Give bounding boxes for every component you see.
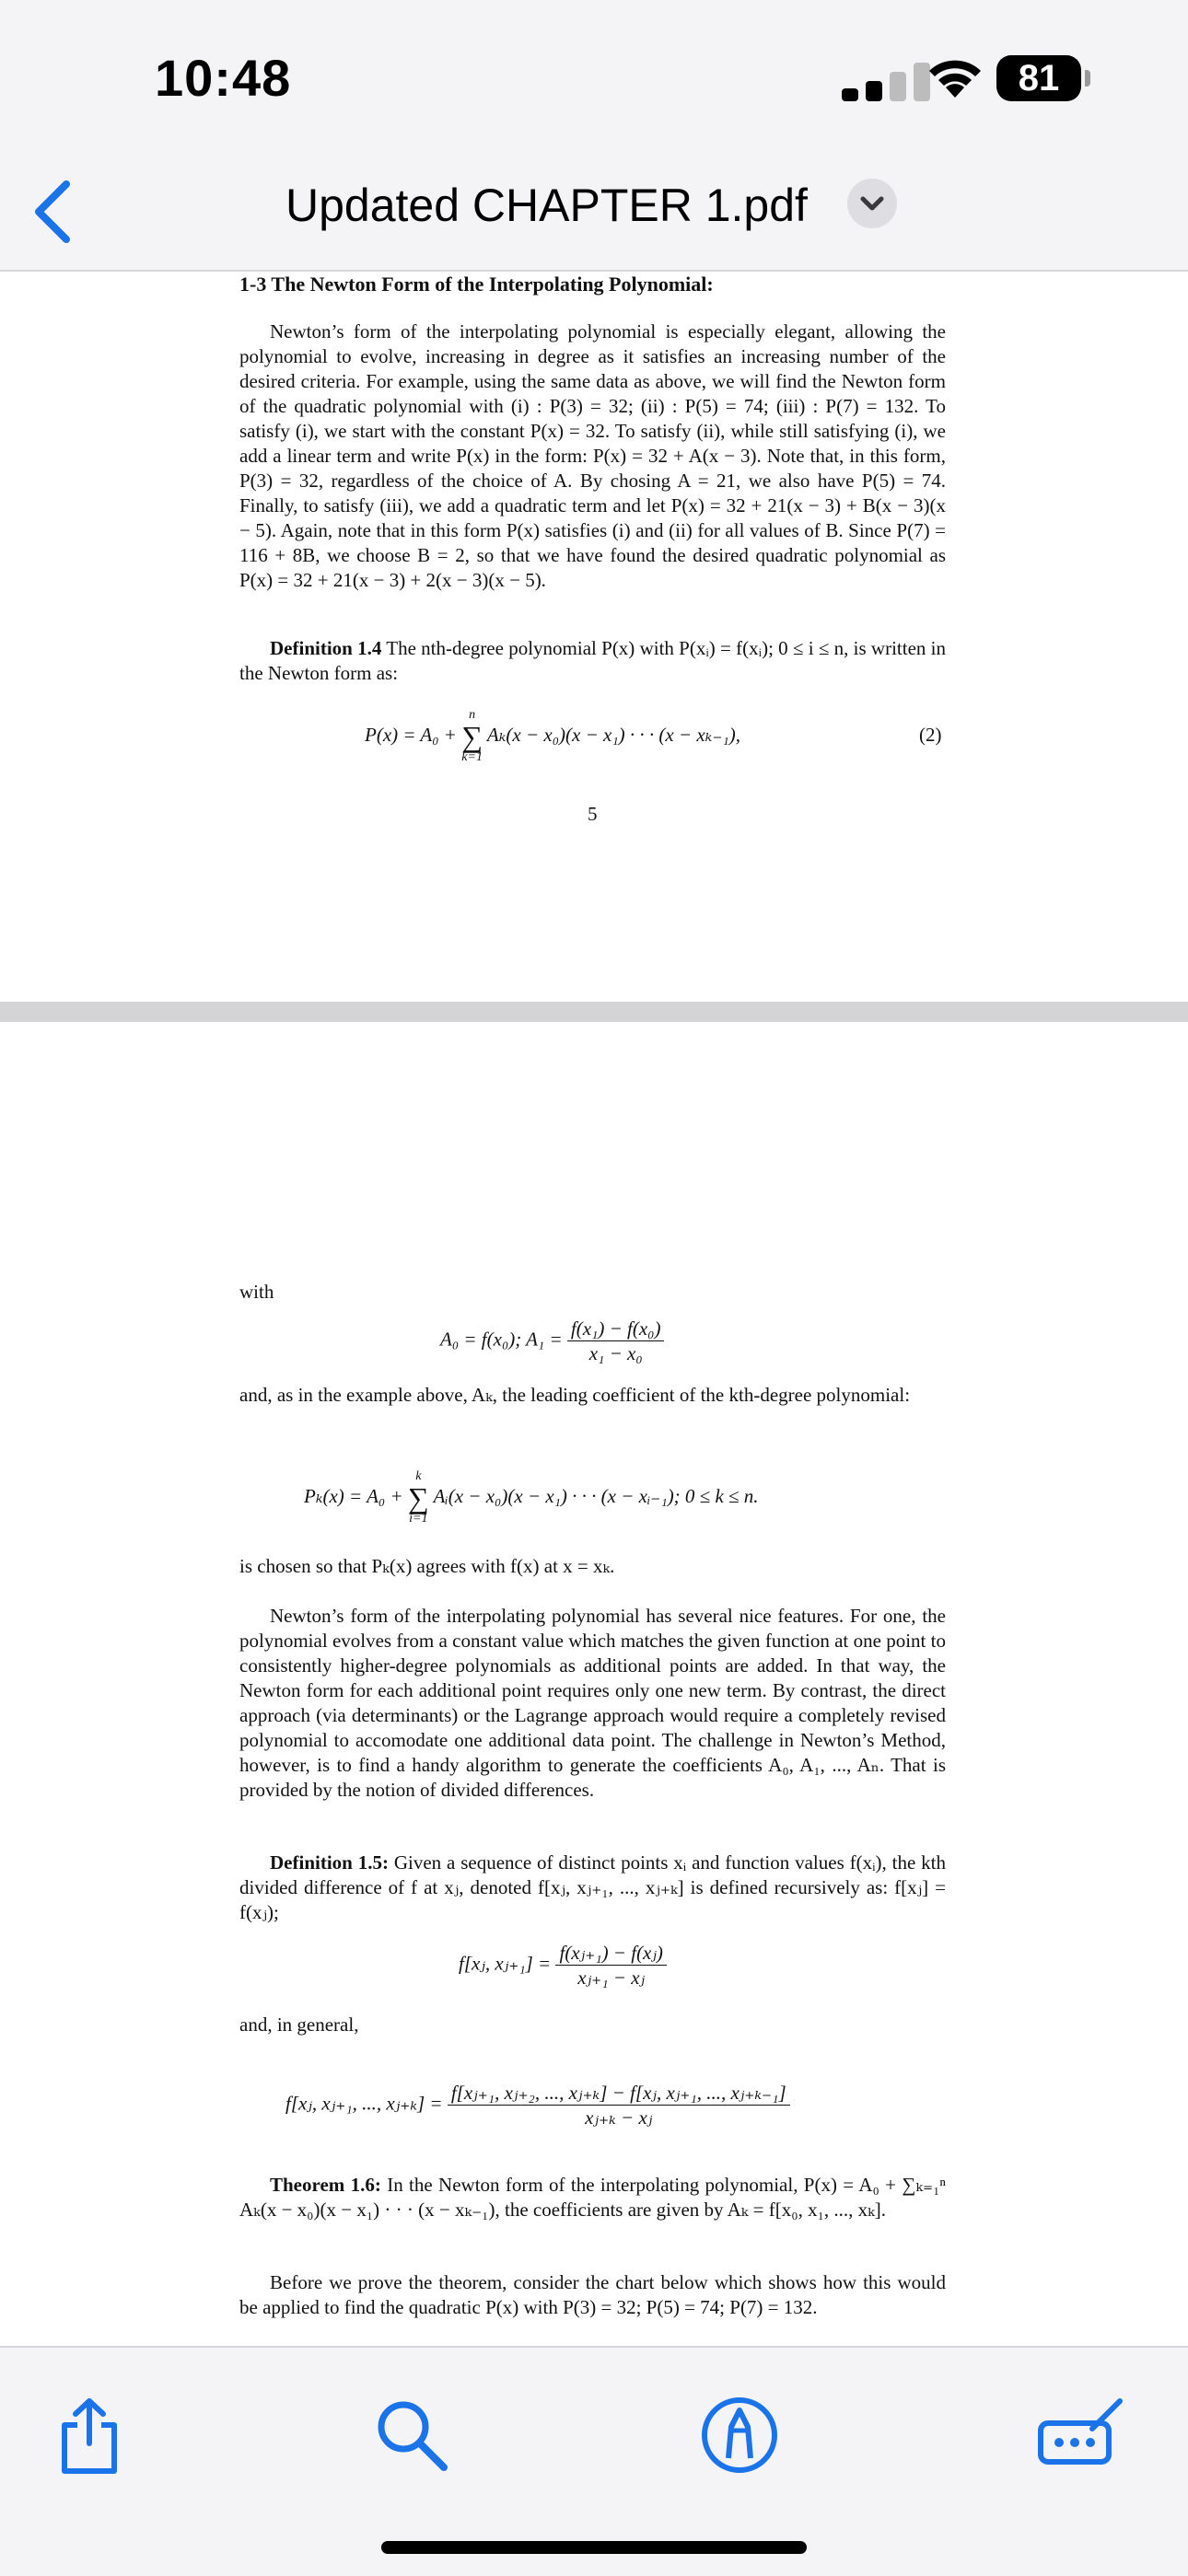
a1-numerator: f(x₁) − f(x₀) bbox=[567, 1317, 665, 1341]
ddk-lhs: f[xⱼ, xⱼ₊₁, ..., xⱼ₊ₖ] = bbox=[285, 2092, 443, 2115]
a1-denominator: x₁ − x₀ bbox=[588, 1342, 643, 1364]
chevron-down-icon bbox=[847, 179, 897, 228]
battery-icon: 81 bbox=[996, 55, 1081, 101]
battery-cap bbox=[1085, 70, 1090, 87]
wifi-icon bbox=[926, 57, 984, 99]
sum-upper-limit: k bbox=[415, 1469, 422, 1483]
equation-number: (2) bbox=[919, 724, 942, 746]
title-menu-button[interactable] bbox=[847, 179, 897, 228]
theorem-1-6 bbox=[239, 2173, 946, 2222]
eq2-rhs: Aₖ(x − x₀)(x − x₁) · · · (x − xₖ₋₁), bbox=[486, 723, 740, 746]
definition-1-5-text: Given a sequence of distinct points xᵢ and function values f(xᵢ), the kth divided difference of f at xⱼ, denoted f[xⱼ, xⱼ₊₁, ..., xⱼ₊ₖ] is defined recursively as: f[xⱼ] = f(xⱼ); bbox=[239, 1851, 947, 1923]
newton-intro-paragraph: Newton’s form of the interpolating polynomial is especially elegant, allowing the polynomial to evolve, increasing in degree as it satisfies an increasing number of the desired criteria. For example, using the same data as above, we will find the Newton form of the quadratic polynomial with (i) : P(3) = 32; (ii) : P(5) = 74; (iii) : P(7) = 132. To satisfy (i), we start with the constant P(x) = 32. To satisfy (ii), while still satisfying (i), we add a linear term and write P(x) in the form: P(x) = 32 + A(x − 3). Note that, in this form, P(3) = 32, regardless of the choice of A. By chosing A = 21, we also have P(5) = 74. Finally, to satisfy (iii), we add a quadratic term and let P(x) = 32 + 21(x − 3) + B(x − 3)(x − 5). Again, note that in this form P(x) satisfies (i) and (ii) for all values of B. Since P(7) = 116 + 8B, we choose B = 2, so that we have found the desired quadratic polynomial as P(x) = 32 + 21(x − 3) + 2(x − 3)(x − 5). bbox=[239, 320, 946, 591]
pk-equation bbox=[304, 1469, 759, 1526]
status-bar bbox=[0, 0, 1188, 157]
theorem-1-6-text: In the Newton form of the interpolating polynomial, P(x) = A₀ + ∑ₖ₌₁ⁿ Aₖ(x − x₀)(x − x₁) · · · (x − xₖ₋₁), the coefficients are given by Aₖ = f[x₀, x₁, ..., xₖ]. bbox=[239, 2174, 947, 2221]
ddk-denominator: xⱼ₊ₖ − xⱼ bbox=[585, 2106, 653, 2129]
dd1-lhs: f[xⱼ, xⱼ₊₁] = bbox=[459, 1952, 552, 1975]
definition-1-4-label: Definition 1.4 bbox=[270, 637, 382, 659]
ddk-fraction bbox=[448, 2081, 790, 2129]
markup-icon[interactable] bbox=[698, 2394, 781, 2477]
a1-fraction bbox=[567, 1317, 665, 1365]
and-in-general-text: and, in general, bbox=[239, 2013, 359, 2036]
dd1-denominator: xⱼ₊₁ − xⱼ bbox=[577, 1967, 646, 1989]
sum-upper-limit: n bbox=[469, 708, 476, 722]
chosen-text: is chosen so that Pₖ(x) agrees with f(x) at x = xₖ. bbox=[239, 1555, 615, 1577]
page-number: 5 bbox=[588, 803, 598, 825]
summation-symbol: k ∑ i=1 bbox=[407, 1469, 429, 1526]
section-title: 1-3 The Newton Form of the Interpolating Polynomial: bbox=[239, 273, 714, 296]
more-icon[interactable] bbox=[1028, 2394, 1129, 2477]
back-chevron-icon[interactable] bbox=[26, 177, 81, 247]
home-indicator[interactable] bbox=[381, 2541, 807, 2554]
search-icon[interactable] bbox=[370, 2394, 453, 2477]
first-divided-difference-equation bbox=[459, 1941, 667, 1990]
pdf-page-2[interactable] bbox=[0, 1022, 1188, 2346]
eq2-lhs: P(x) = A₀ + bbox=[365, 723, 457, 746]
definition-1-5 bbox=[239, 1851, 946, 1925]
sum-lower-limit: k=1 bbox=[461, 750, 483, 764]
theorem-1-6-label: Theorem 1.6: bbox=[270, 2174, 381, 2196]
kth-divided-difference-equation bbox=[285, 2081, 790, 2129]
pk-lhs: Pₖ(x) = A₀ + bbox=[304, 1484, 403, 1507]
dd1-fraction bbox=[555, 1941, 666, 1990]
before-proof-paragraph: Before we prove the theorem, consider the chart below which shows how this would be applied to find the quadratic P(x) with P(3) = 32; P(5) = 74; P(7) = 132. bbox=[239, 2271, 946, 2318]
nav-bar bbox=[0, 157, 1188, 272]
definition-1-4-text: The nth-degree polynomial P(x) with P(xᵢ) = f(xᵢ); 0 ≤ i ≤ n, is written in the Newton form as: bbox=[239, 637, 946, 684]
a0-a1-lhs: A₀ = f(x₀); A₁ = bbox=[440, 1328, 563, 1351]
cellular-signal-icon bbox=[842, 61, 934, 101]
newton-form-equation bbox=[365, 708, 740, 765]
definition-1-4 bbox=[239, 636, 946, 686]
a0-a1-equation bbox=[440, 1317, 664, 1365]
definition-1-5-label: Definition 1.5: bbox=[270, 1851, 389, 1874]
page-separator bbox=[0, 1002, 1188, 1022]
pdf-page-1[interactable] bbox=[0, 272, 1188, 1002]
pk-rhs: Aᵢ(x − x₀)(x − x₁) · · · (x − xᵢ₋₁); 0 ≤ k ≤ n. bbox=[433, 1484, 759, 1507]
ddk-numerator: f[xⱼ₊₁, xⱼ₊₂, ..., xⱼ₊ₖ] − f[xⱼ, xⱼ₊₁, ..., xⱼ₊ₖ₋₁] bbox=[448, 2081, 790, 2106]
document-title[interactable]: Updated CHAPTER 1.pdf bbox=[285, 180, 808, 231]
leading-coefficient-paragraph: and, as in the example above, Aₖ, the leading coefficient of the kth-degree polynomial: bbox=[239, 1384, 911, 1406]
sum-lower-limit: i=1 bbox=[409, 1512, 428, 1526]
status-time: 10:48 bbox=[155, 49, 292, 107]
summation-symbol: n ∑ k=1 bbox=[461, 708, 483, 764]
newton-features-paragraph: Newton’s form of the interpolating polynomial has several nice features. For one, the polynomial evolves from a constant value which matches the given function at one point to consistently higher-degree polynomials as additional points are added. In that way, the Newton form for each additional point requires only one new term. By contrast, the direct approach (via determinants) or the Lagrange approach would require a completely revised polynomial to accomodate one additional data point. The challenge in Newton’s Method, however, is to find a handy algorithm to generate the coefficients A₀, A₁, ..., Aₙ. That is provided by the notion of divided differences. bbox=[239, 1605, 946, 1801]
dd1-numerator: f(xⱼ₊₁) − f(xⱼ) bbox=[555, 1941, 666, 1966]
with-text: with bbox=[239, 1281, 274, 1303]
share-icon[interactable] bbox=[48, 2394, 131, 2477]
